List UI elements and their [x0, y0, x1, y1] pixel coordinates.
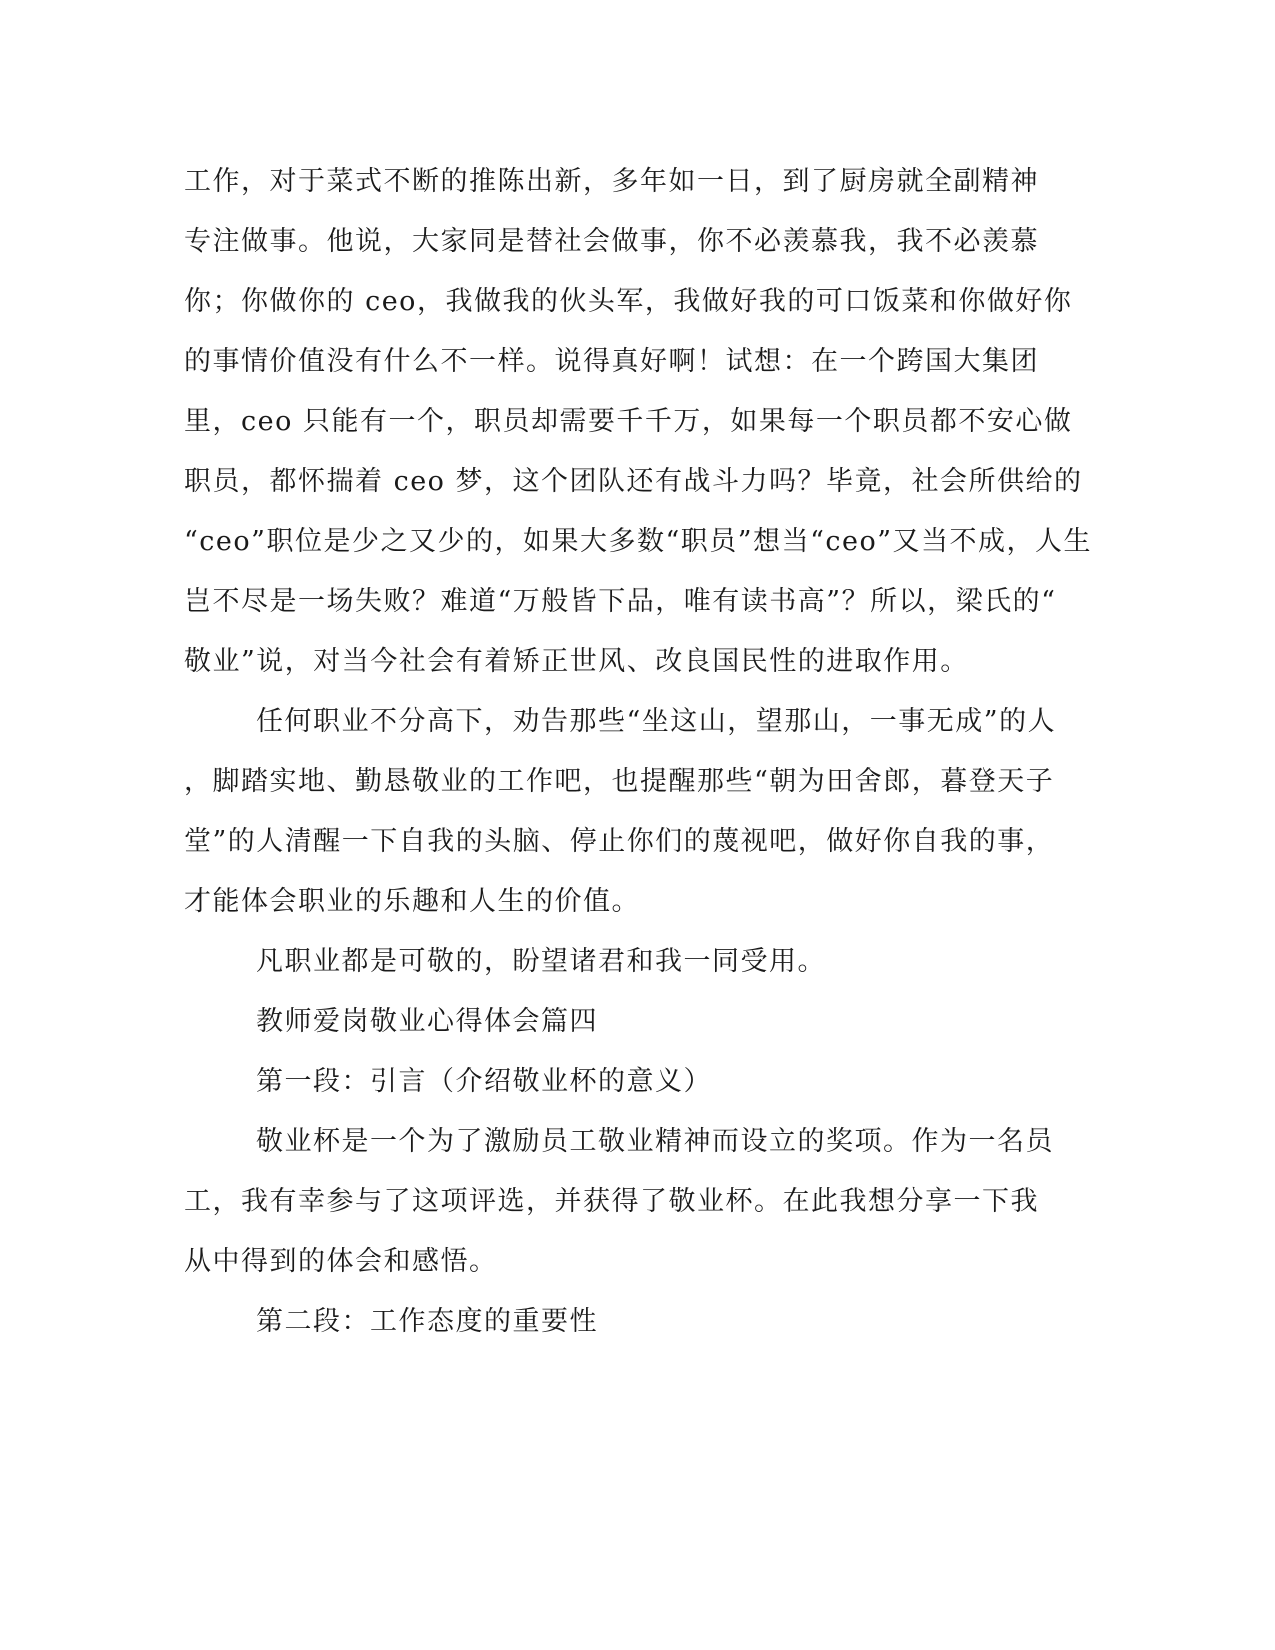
article-title [184, 992, 1054, 1052]
text-line: “ceo”职位是少之又少的，如果大多数“职员”想当“ceo”又当不成，人生 [184, 526, 1093, 557]
document-body [184, 152, 1093, 1352]
section-heading-2 [184, 1292, 1054, 1352]
text-line: 岂不尽是一场失败？难道“万般皆下品，唯有读书高”？所以，梁氏的“ [184, 586, 1057, 617]
text-line: 职员，都怀揣着 ceo 梦，这个团队还有战斗力吗？毕竟，社会所供给的 [184, 466, 1083, 497]
text-line: 工，我有幸参与了这项评选，并获得了敬业杯。在此我想分享一下我 [184, 1186, 1039, 1217]
text-line: 工作，对于菜式不断的推陈出新，多年如一日，到了厨房就全副精神 [184, 166, 1039, 197]
text-line: 堂”的人清醒一下自我的头脑、停止你们的蔑视吧，做好你自我的事， [184, 826, 1055, 857]
text-line: 的事情价值没有什么不一样。说得真好啊！试想：在一个跨国大集团 [184, 346, 1039, 377]
heading-text: 第一段：引言（介绍敬业杯的意义） [256, 1066, 712, 1097]
section-heading-1 [184, 1052, 1054, 1112]
text-line: 你；你做你的 ceo，我做我的伙头军，我做好我的可口饭菜和你做好你 [184, 286, 1073, 317]
text-line: 敬业杯是一个为了激励员工敬业精神而设立的奖项。作为一名员 [256, 1126, 1054, 1157]
heading-text: 第二段：工作态度的重要性 [256, 1306, 598, 1337]
paragraph-4 [184, 1112, 1054, 1292]
text-line: 凡职业都是可敬的，盼望诸君和我一同受用。 [256, 946, 826, 977]
text-line: 从中得到的体会和感悟。 [184, 1246, 498, 1277]
paragraph-2 [184, 692, 1057, 932]
text-line: 任何职业不分高下，劝告那些“坐这山，望那山，一事无成”的人 [256, 706, 1057, 737]
text-line: 专注做事。他说，大家同是替社会做事，你不必羡慕我，我不必羡慕 [184, 226, 1039, 257]
heading-text: 教师爱岗敬业心得体会篇四 [256, 1006, 598, 1037]
text-line: 敬业”说，对当今社会有着矫正世风、改良国民性的进取作用。 [184, 646, 969, 677]
paragraph-3 [184, 932, 1054, 992]
text-line: 才能体会职业的乐趣和人生的价值。 [184, 886, 640, 917]
paragraph-1 [184, 152, 1093, 692]
text-line: ，脚踏实地、勤恳敬业的工作吧，也提醒那些“朝为田舍郎，暮登天子 [184, 766, 1055, 797]
text-line: 里，ceo 只能有一个，职员却需要千千万，如果每一个职员都不安心做 [184, 406, 1073, 437]
